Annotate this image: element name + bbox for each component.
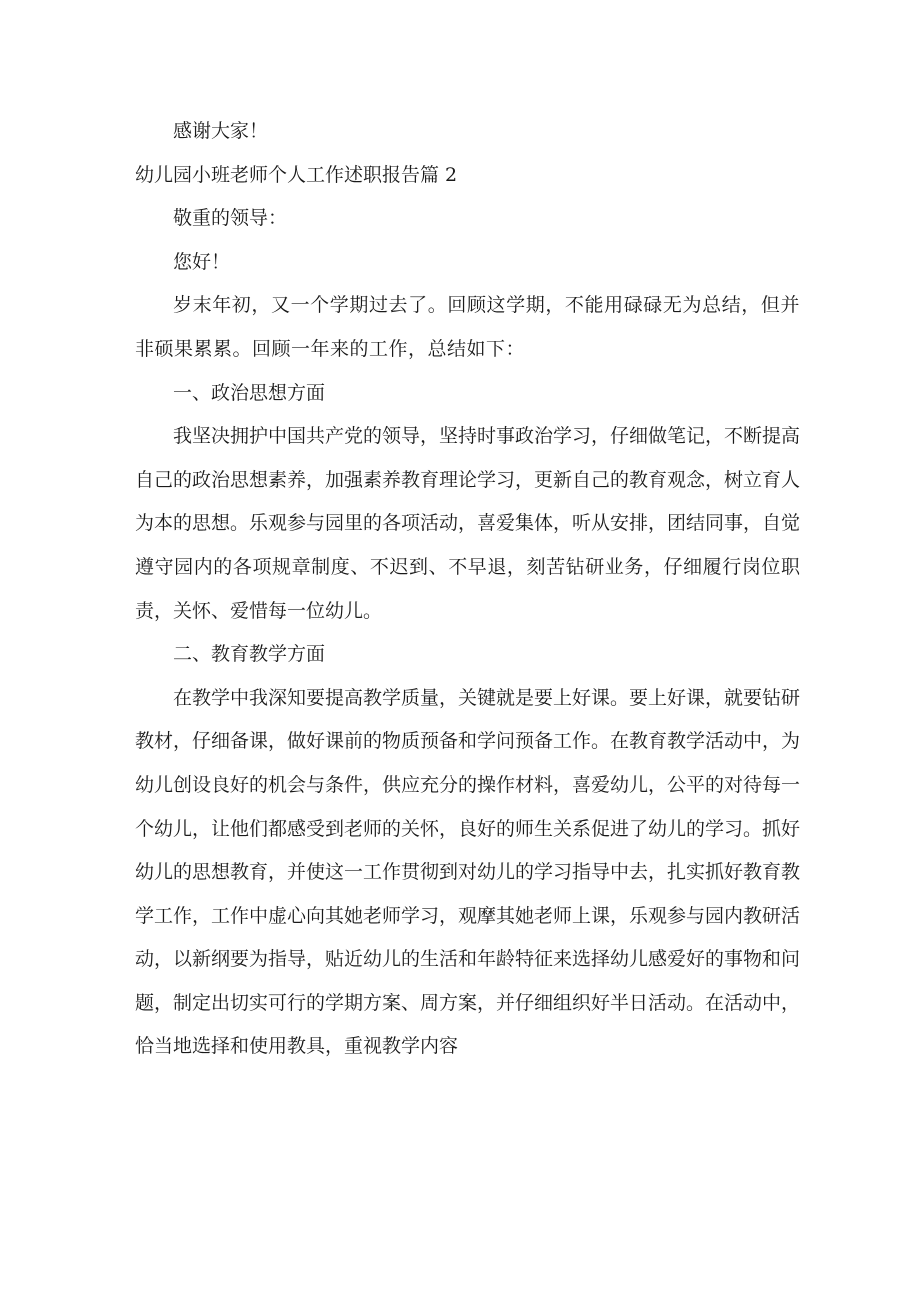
intro-paragraph: 岁末年初，又一个学期过去了。回顾这学期，不能用碌碌无为总结，但并非硕果累累。回顾一年来的工作，总结如下： xyxy=(135,294,800,360)
document-body xyxy=(135,110,800,1069)
section-body-politics: 我坚决拥护中国共产党的领导，坚持时事政治学习，仔细做笔记，不断提高自己的政治思想素养，加强素养教育理论学习，更新自己的教育观念，树立育人为本的思想。乐观参与园里的各项活动，喜爱集体，听从安排，团结同事，自觉遵守园内的各项规章制度、不迟到、不早退，刻苦钻研业务，仔细履行岗位职责，关怀、爱惜每一位幼儿。 xyxy=(135,425,801,622)
document-title: 幼儿园小班老师个人工作述职报告篇 2 xyxy=(135,163,458,186)
section-heading-teaching: 二、教育教学方面 xyxy=(173,643,326,666)
greeting: 您好！ xyxy=(173,250,231,273)
section-heading-politics: 一、政治思想方面 xyxy=(173,381,326,404)
closing-line: 感谢大家！ xyxy=(173,120,269,142)
salutation: 敬重的领导： xyxy=(173,207,288,230)
section-body-teaching: 在教学中我深知要提高教学质量，关键就是要上好课。要上好课，就要钻研教材，仔细备课，做好课前的物质预备和学问预备工作。在教育教学活动中，为幼儿创设良好的机会与条件，供应充分的操作材料，喜爱幼儿，公平的对待每一个幼儿，让他们都感受到老师的关怀，良好的师生关系促进了幼儿的学习。抓好幼儿的思想教育，并使这一工作贯彻到对幼儿的学习指导中去，扎实抓好教育教学工作，工作中虚心向其她老师学习，观摩其她老师上课，乐观参与园内教研活动，以新纲要为指导，贴近幼儿的生活和年龄特征来选择幼儿感爱好的事物和问题，制定出切实可行的学期方案、周方案，并仔细组织好半日活动。在活动中，恰当地选择和使用教具，重视教学内容 xyxy=(135,686,801,1058)
